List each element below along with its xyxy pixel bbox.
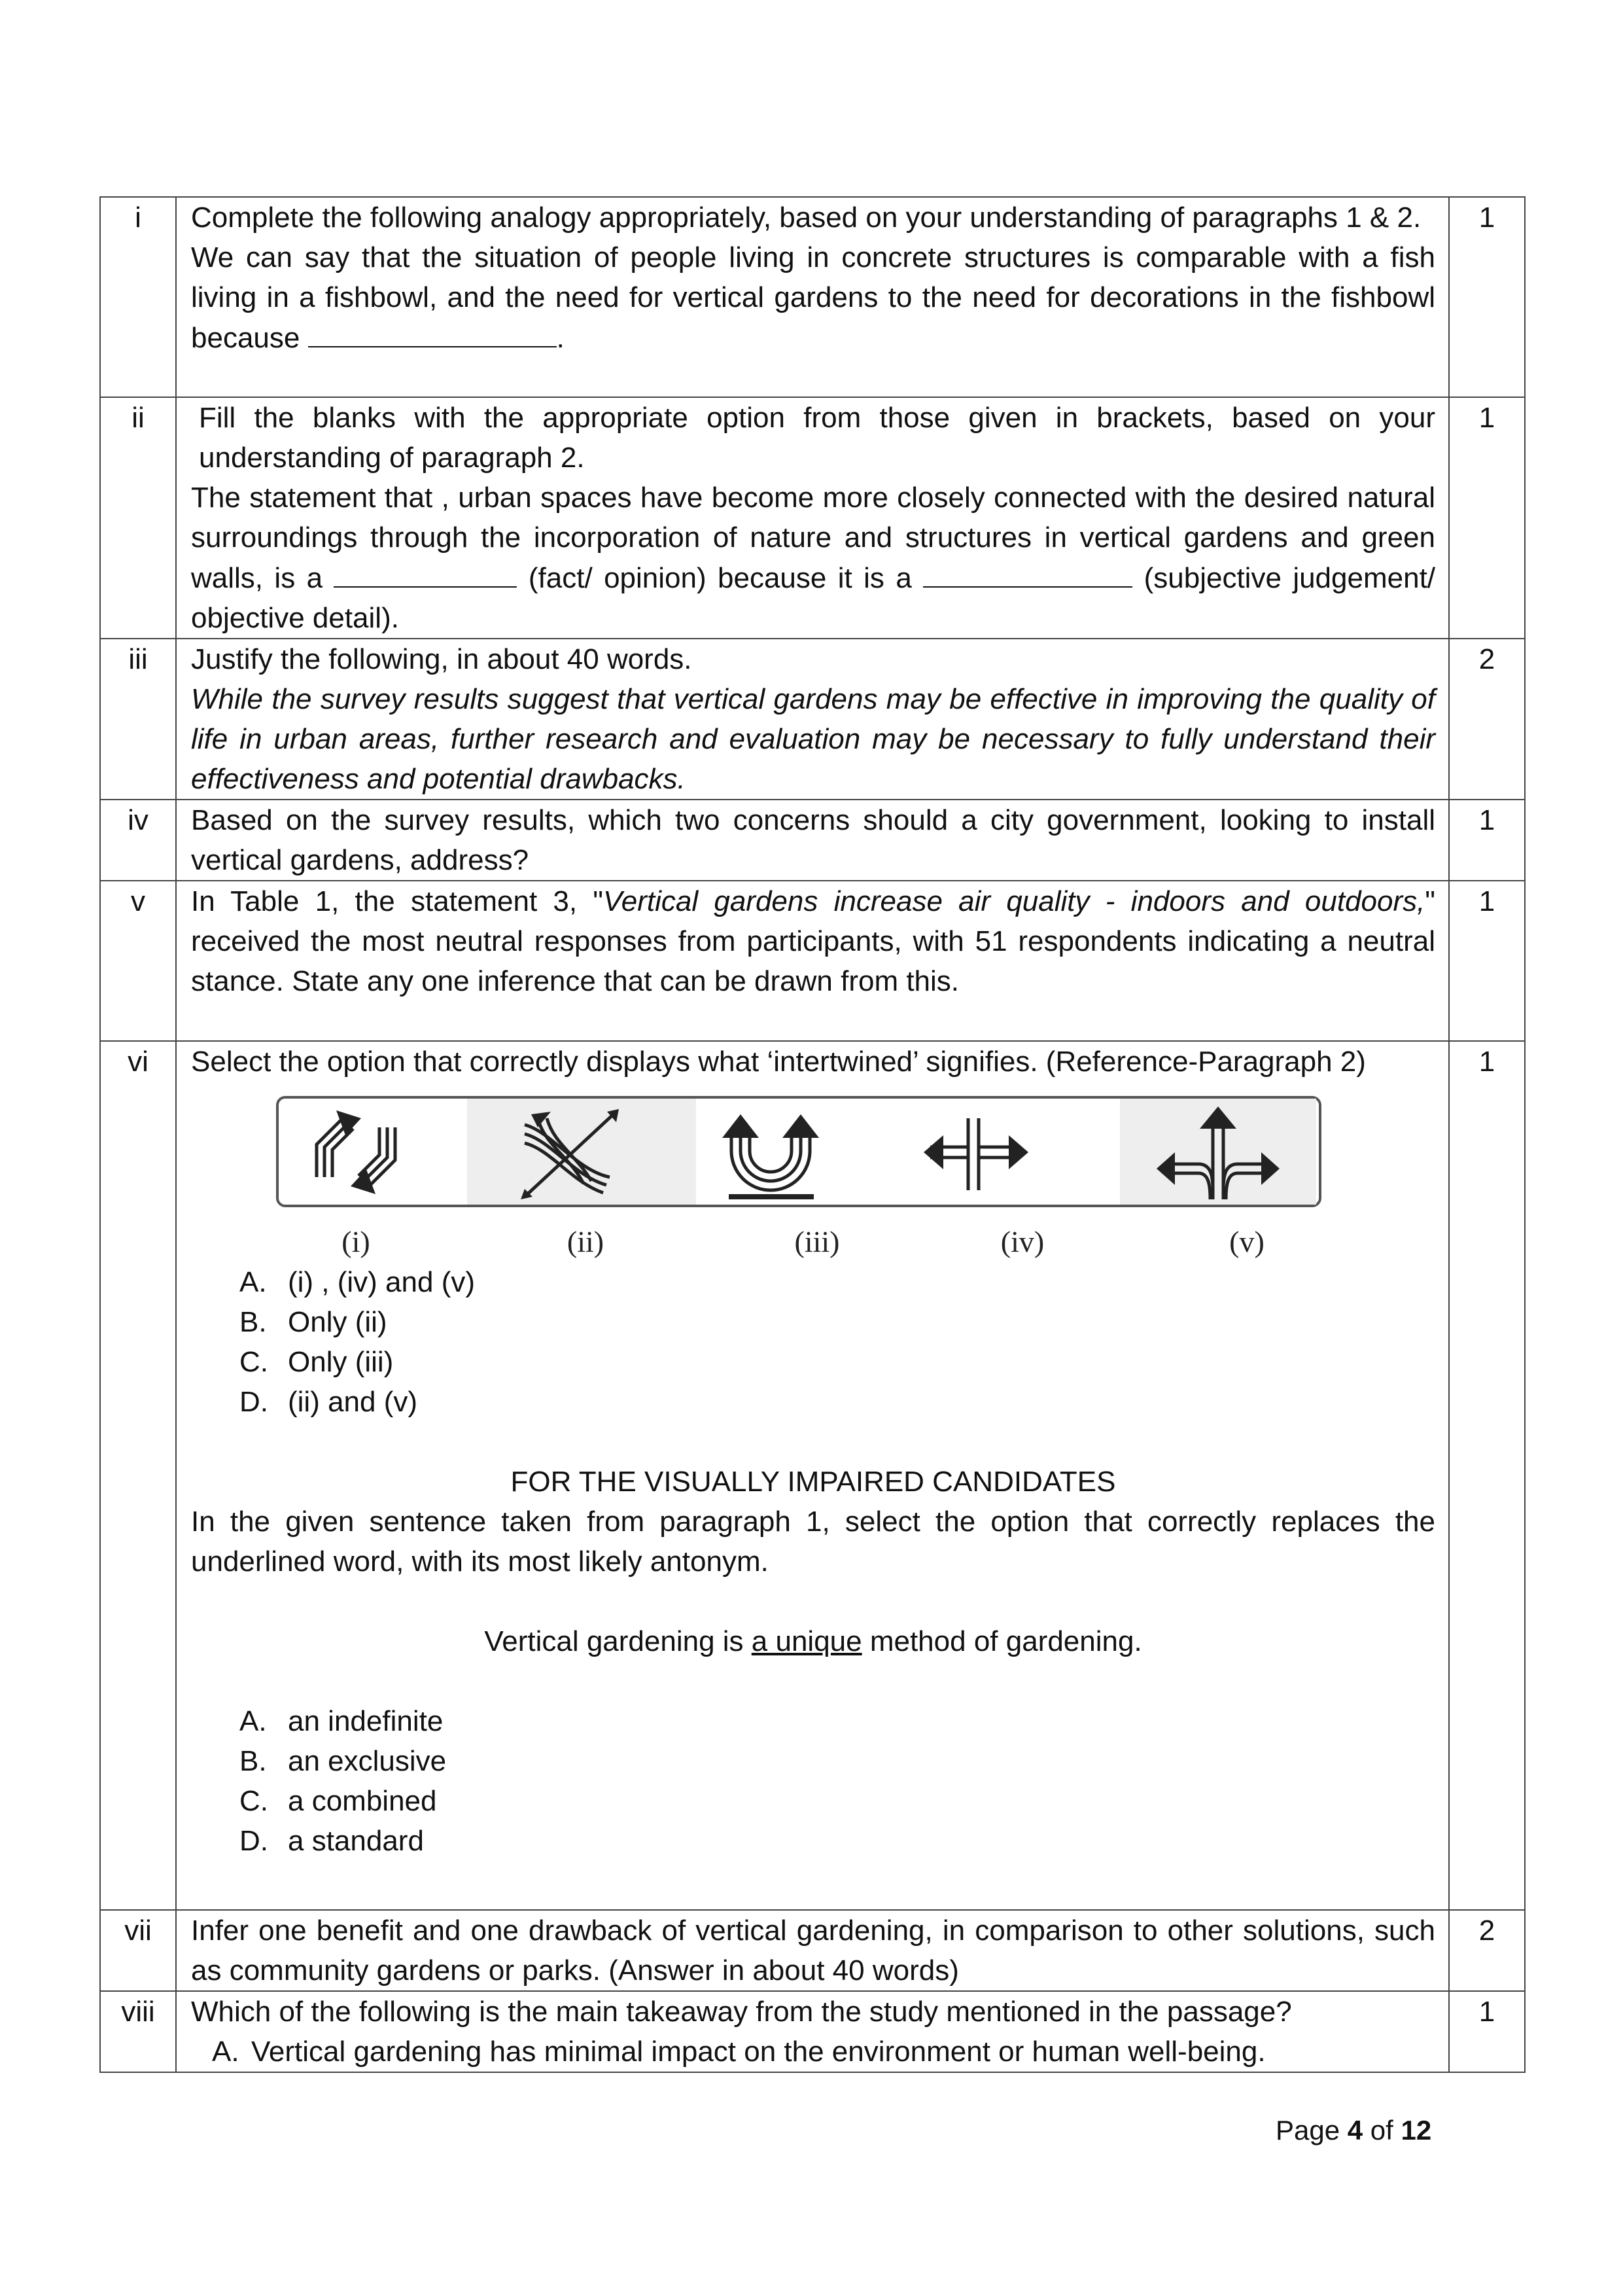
question-number: iii [100, 639, 176, 800]
vi-prompt: In the given sentence taken from paragraph 1, select the option that correctly replaces the underlined word, with its most likely antonym. [191, 1506, 1435, 1578]
question-prompt: Select the option that correctly displays what ‘intertwined’ signifies. (Reference-Paragraph 2) [191, 1046, 1366, 1078]
underlined-word: a unique [751, 1625, 862, 1657]
marks: 1 [1449, 397, 1525, 639]
question-line: The statement that , urban spaces have become more closely connected with the desired natural surroundings through the incorporation of nature and structures in vertical gardens and green walls, is a [191, 482, 1435, 594]
marks: 1 [1449, 197, 1525, 397]
figure-label-ii: (ii) [567, 1225, 604, 1258]
question-quote: Vertical gardens increase air quality - indoors and outdoors, [603, 885, 1425, 917]
question-number: iv [100, 800, 176, 881]
option-d: D. (ii) and (v) [239, 1386, 418, 1418]
question-text [176, 800, 1449, 881]
option-b: B. an exclusive [239, 1745, 447, 1777]
arrow-figure [276, 1096, 1336, 1260]
question-row-i [100, 197, 1525, 397]
marks: 1 [1449, 881, 1525, 1041]
page-number: 4 [1347, 2115, 1363, 2146]
question-number: i [100, 197, 176, 397]
marks: 2 [1449, 1910, 1525, 1991]
intertwined-arrows-icon [498, 1105, 629, 1199]
question-line: Justify the following, in about 40 words. [191, 643, 692, 675]
question-text [176, 1910, 1449, 1991]
diverging-arrows-icon [1153, 1105, 1283, 1199]
question-text [176, 881, 1449, 1041]
question-line: Which of the following is the main takeaway from the study mentioned in the passage? [191, 1996, 1292, 2028]
option-d: D. a standard [239, 1825, 424, 1857]
question-text [176, 197, 1449, 397]
question-line: (subjective judgement/ objective detail). [191, 562, 1436, 634]
option-c: C. Only (iii) [239, 1346, 394, 1378]
option-c: C. a combined [239, 1785, 437, 1817]
answer-blank [334, 557, 517, 588]
marks: 2 [1449, 639, 1525, 800]
question-row-v [100, 881, 1525, 1041]
question-row-vii [100, 1910, 1525, 1991]
page-word: Page [1276, 2115, 1340, 2146]
question-number: v [100, 881, 176, 1041]
figure-label-iii: (iii) [794, 1225, 840, 1258]
question-number: ii [100, 397, 176, 639]
question-text [176, 1041, 1449, 1910]
question-quote: While the survey results suggest that vertical gardens may be effective in improving the quality of life in urban areas, further research and evaluation may be necessary to fully understand their effectiveness and potential drawbacks. [191, 683, 1435, 795]
options-list [191, 1262, 1435, 1422]
question-row-viii [100, 1991, 1525, 2072]
question-text [176, 1991, 1449, 2072]
of-word: of [1370, 2115, 1393, 2146]
u-turn-arrow-icon [705, 1105, 836, 1199]
vi-options-list [191, 1701, 1435, 1861]
question-line: In Table 1, the statement 3, " [191, 885, 604, 917]
question-text [176, 397, 1449, 639]
marks: 1 [1449, 800, 1525, 881]
question-row-vi [100, 1041, 1525, 1910]
circular-arrows-icon [290, 1105, 421, 1199]
page-total: 12 [1401, 2115, 1432, 2146]
question-line: We can say that the situation of people living in concrete structures is comparable with a fish living in a fishbowl, and the need for vertical gardens to the need for decorations in the fishbowl because [191, 241, 1435, 354]
question-line: Infer one benefit and one drawback of vertical gardening, in comparison to other solutions, such as community gardens or parks. (Answer in about 40 words) [191, 1915, 1435, 1987]
option-a: A. Vertical gardening has minimal impact on the environment or human well-being. [212, 2036, 1266, 2068]
marks: 1 [1449, 1041, 1525, 1910]
question-number: vii [100, 1910, 176, 1991]
page-footer [1276, 2115, 1431, 2146]
figure-label-i: (i) [341, 1225, 370, 1258]
option-a: A. an indefinite [239, 1705, 444, 1737]
question-line: Based on the survey results, which two concerns should a city government, looking to install vertical gardens, address? [191, 804, 1435, 876]
question-table [99, 196, 1526, 2073]
question-row-ii [100, 397, 1525, 639]
question-line: Fill the blanks with the appropriate option from those given in brackets, based on your understanding of paragraph 2. [199, 402, 1435, 474]
answer-blank [308, 317, 557, 347]
figure-label-iv: (iv) [1000, 1225, 1045, 1258]
opposite-arrows-icon [911, 1105, 1041, 1199]
options-list [191, 2032, 1435, 2072]
vi-sentence: Vertical gardening is a unique method of gardening. [484, 1625, 1142, 1657]
question-line: " received the most neutral responses from participants, with 51 respondents indicating a neutral stance. State any one inference that can be drawn from this. [191, 885, 1435, 997]
option-b: B. Only (ii) [239, 1306, 387, 1338]
blank-suffix: . [556, 322, 565, 354]
vi-heading: FOR THE VISUALLY IMPAIRED CANDIDATES [510, 1466, 1116, 1498]
answer-blank [923, 557, 1132, 588]
question-line: (fact/ opinion) because it is a [528, 562, 912, 594]
figure-label-v: (v) [1229, 1225, 1265, 1258]
question-number: viii [100, 1991, 176, 2072]
question-number: vi [100, 1041, 176, 1910]
option-a: A. (i) , (iv) and (v) [239, 1266, 475, 1298]
question-line: Complete the following analogy appropriately, based on your understanding of paragraphs 1 & 2. [191, 202, 1422, 234]
question-text [176, 639, 1449, 800]
question-row-iii [100, 639, 1525, 800]
question-row-iv [100, 800, 1525, 881]
marks: 1 [1449, 1991, 1525, 2072]
